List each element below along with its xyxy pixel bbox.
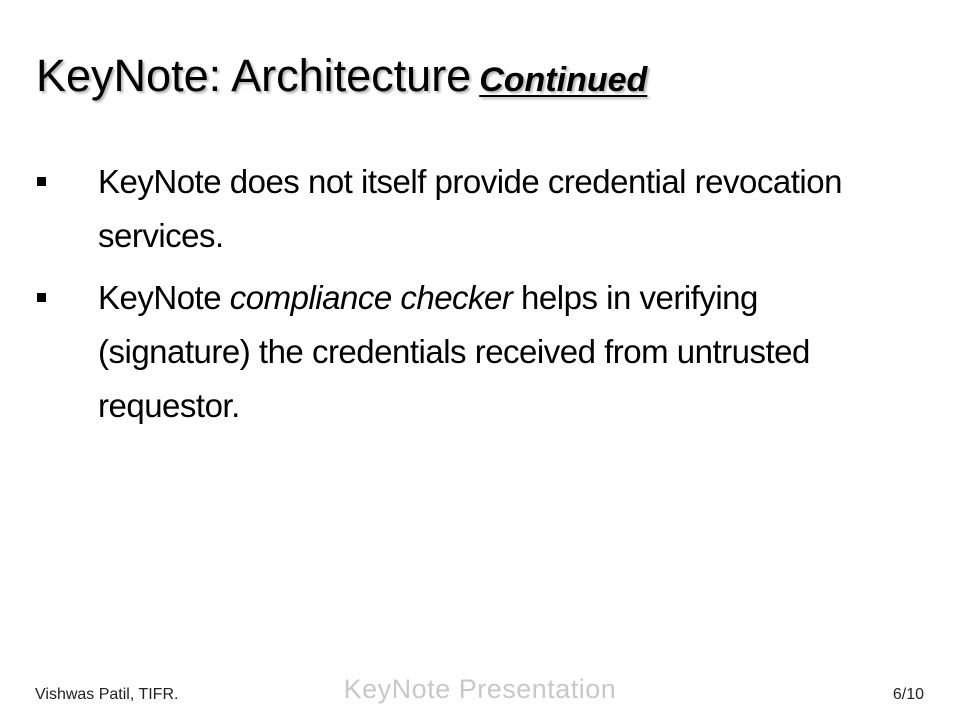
bullet-item [0,271,898,433]
title-main: KeyNote: Architecture [36,50,472,101]
footer-page-number: 6/10 [892,686,924,703]
footer-presentation-title: KeyNote Presentation [343,674,617,704]
bullet-text: KeyNote does not itself provide credential revocation services. [98,163,842,254]
bullet-text-suffix: helps in verifying (signature) the credentials received from untrusted requestor. [98,279,810,424]
bullet-text-emphasis: compliance checker [229,279,513,316]
square-bullet-icon [37,177,46,186]
bullet-item [0,155,898,263]
bullet-list [0,155,960,433]
slide-title [36,50,647,106]
bullet-text-prefix: KeyNote [98,279,230,316]
title-continued: Continued [479,61,648,99]
footer-author: Vishwas Patil, TIFR. [35,686,179,703]
square-bullet-icon [37,293,46,302]
